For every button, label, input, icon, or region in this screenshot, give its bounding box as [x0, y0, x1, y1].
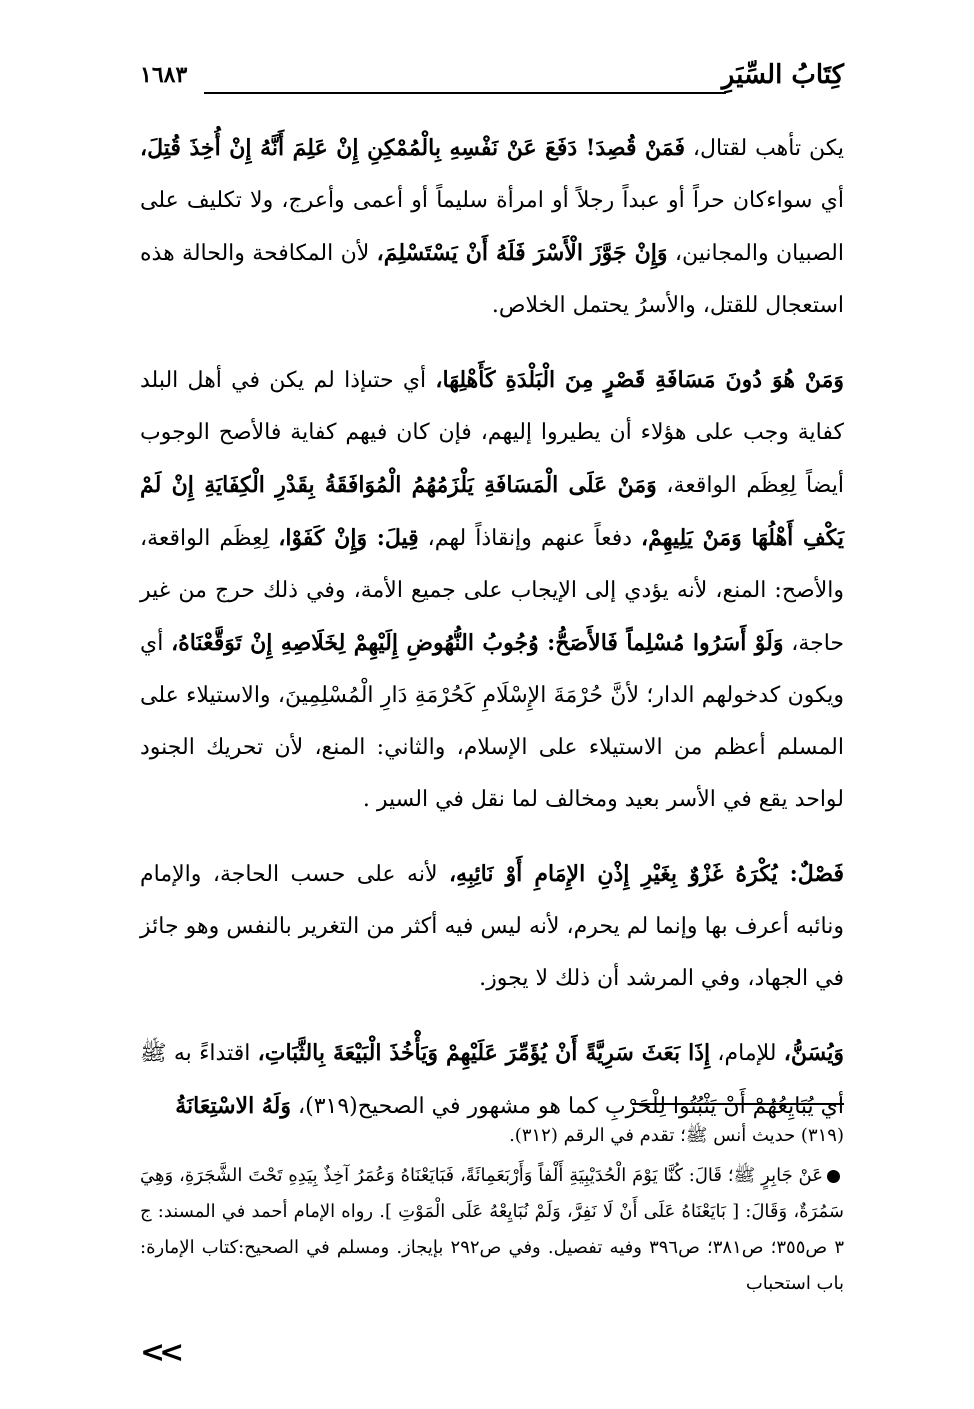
footnotes	[140, 1118, 844, 1302]
commentary-text: يكن تأهب لقتال،	[685, 136, 845, 161]
footnote	[140, 1118, 844, 1154]
bullet-icon	[827, 1170, 840, 1183]
commentary-text: أي حتىإذا لم يكن في أهل البلد كفاية وجب على هؤلاء أن يطيروا إليهم، فإن كان فيهم كفاية فالأصح الوجوب أيضاً لِعِظَم الواقعة،	[140, 368, 844, 498]
header-rule	[204, 92, 726, 94]
commentary-text: للإمام،	[710, 1041, 784, 1066]
page-number: ١٦٨٣	[140, 62, 188, 88]
page-header	[140, 58, 844, 102]
commentary-text: لِعِظَم الواقعة، والأصح: المنع، لأنه يؤدي إلى الإيجاب على جميع الأمة، وفي ذلك حرج من غير حاجة،	[140, 526, 845, 656]
matn-text: فَصْلٌ: يُكْرَهُ غَزْوٌ بِغَيْرِ إِذْنِ الإِمَامِ أَوْ نَائِبِهِ،	[448, 861, 844, 887]
commentary-text: لأنه على حسب الحاجة، والإمام ونائبه أعرف بها وإنما لم يحرم، لأنه ليس فيه أكثر من التغرير بالنفس وهو جائز في الجهاد، وفي المرشد أن ذلك لا يجوز.	[140, 862, 844, 991]
matn-text: وَمَنْ عَلَى الْمَسَافَةِ يَلْزَمُهُمُ الْمُوَافَقَةُ بِقَدْرِ الْكِفَايَةِ إِنْ لَمْ يَكْفِ أَهْلُهَا وَمَنْ يَلِيهِمْ،	[140, 472, 844, 551]
commentary-text: اقتداءً به ﷺ أي يُبَايِعُهُمْ أَنْ يَثْبُتُوا لِلْحَرْبِ كما هو مشهور في الصحيح(٣١٩)،	[140, 1041, 844, 1119]
commentary-text: لأن المكافحة والحالة هذه استعجال للقتل، والأسرُ يحتمل الخلاص.	[140, 241, 844, 318]
commentary-text: دفعاً عنهم وإنقاذاً لهم،	[418, 526, 642, 551]
commentary-text: أي سواءكان حراً أو عبداً رجلاً أو امرأة سليماً أو أعمى وأعرج، ولا تكليف على الصبيان والمجانين،	[140, 188, 844, 266]
footnote	[140, 1158, 844, 1302]
matn-text: وَلَهُ الاسْتِعَانَةُ	[175, 1093, 291, 1119]
footnote-text: (٣١٩) حديث أنس ﷺ؛ تقدم في الرقم (٣١٢).	[509, 1125, 844, 1146]
commentary-text: أي ويكون كدخولهم الدار؛ لأنَّ حُرْمَةَ الإِسْلَامِ كَحُرْمَةِ دَارِ الْمُسْلِمِينَ، والاستيلاء على المسلم أعظم من الاستيلاء على الإسلام، والثاني: المنع، لأن تحريك الجنود لواحد يقع في الأسر بعيد ومخالف لما نقل في السير .	[140, 631, 844, 812]
chapter-title: كِتَابُ السِّيَرِ	[721, 60, 844, 90]
paragraph	[140, 354, 844, 826]
matn-text: قِيلَ: وَإِنْ كَفَوْا،	[278, 525, 419, 551]
continued-marker: <<	[140, 1335, 179, 1370]
paragraph	[140, 122, 844, 332]
matn-text: إِذَا بَعَثَ سَرِيَّةً أَنْ يُؤَمِّرَ عَلَيْهِمْ وَيَأْخُذَ الْبَيْعَةَ بِالثَّبَاتِ،	[257, 1040, 711, 1066]
main-text	[140, 122, 844, 1133]
matn-text: فَمَنْ قُصِدَ! دَفَعَ عَنْ نَفْسِهِ بِالْمُمْكِنِ إِنْ عَلِمَ أَنَّهُ إِنْ أُخِذَ قُتِلَ،	[140, 135, 686, 161]
matn-text: وَمَنْ هُوَ دُونَ مَسَافَةِ قَصْرٍ مِنَ الْبَلْدَةِ كَأَهْلِهَا،	[435, 367, 844, 393]
paragraph	[140, 848, 844, 1005]
matn-text: وَلَوْ أَسَرُوا مُسْلِماً فَالأَصَحُّ: وُجُوبُ النُّهُوضِ إِلَيْهِمْ لِخَلَاصِهِ إِنْ تَوَقَّعْنَاهُ،	[171, 630, 784, 656]
footnote-separator	[632, 1103, 844, 1105]
footnote-text: عَنْ جَابِرٍ ﷺ؛ قَالَ: كُنَّا يَوْمَ الْحُدَيْبِيَةِ أَلْفاً وَأَرْبَعَمِائَةً، فَبَايَعْنَاهُ وَعُمَرُ آخِذٌ بِيَدِهِ تَحْتَ الشَّجَرَةِ، وَهِيَ سَمُرَةٌ، وَقَالَ: [ بَايَعْنَاهُ عَلَى أَنْ لَا نَفِرَّ، وَلَمْ نُبَايِعْهُ عَلَى الْمَوْتِ ]. رواه الإمام أحمد في المسند: ج ٣ ص٣٥٥؛ ص٣٨١؛ ص٣٩٦ وفيه تفصيل. وفي ص٢٩٢ بإيجاز. ومسلم في الصحيح:كتاب الإمارة: باب استحباب	[140, 1165, 844, 1294]
matn-text: وَإِنْ جَوَّزَ الْأَسْرَ فَلَهُ أَنْ يَسْتَسْلِمَ،	[376, 240, 668, 266]
matn-text: وَيُسَنُّ،	[783, 1040, 844, 1066]
